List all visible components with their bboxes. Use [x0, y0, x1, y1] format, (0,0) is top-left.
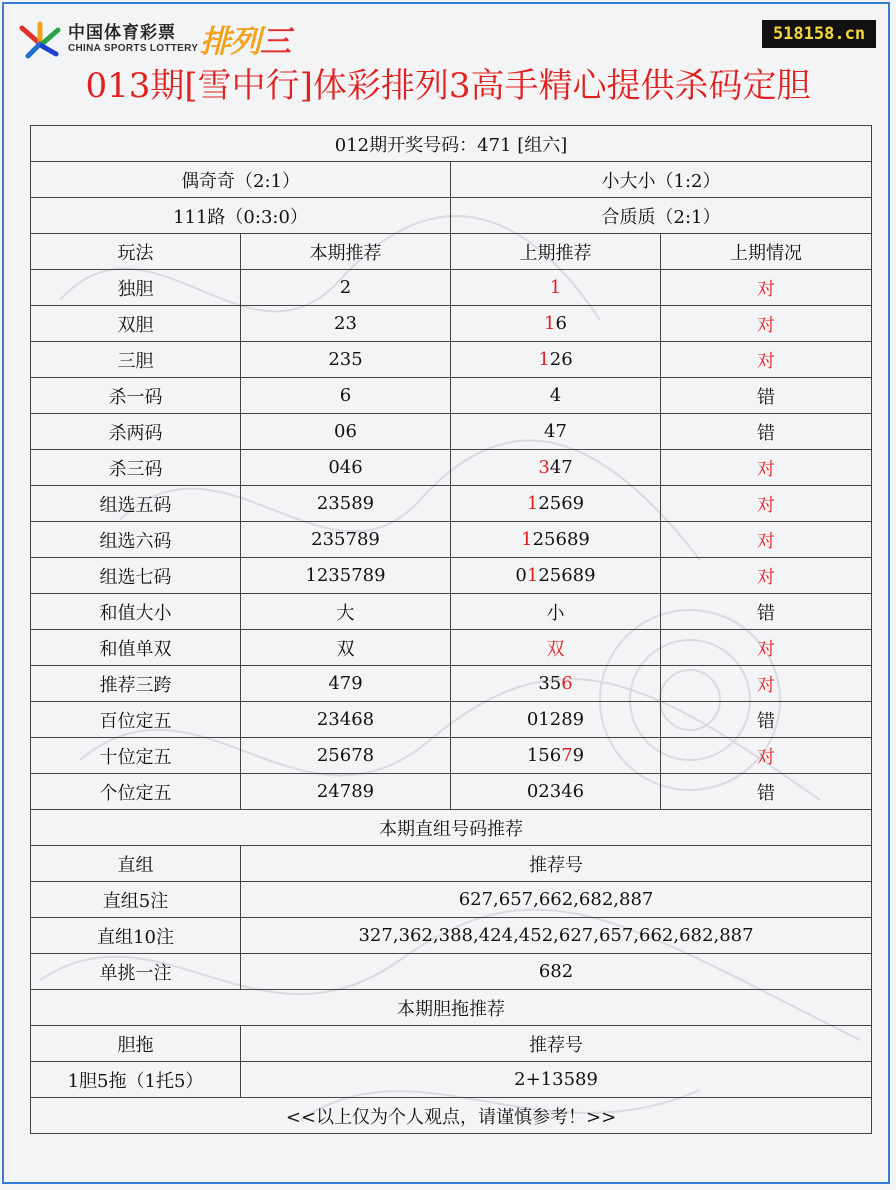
play-name-cell: 百位定五 — [31, 702, 241, 738]
previous-pick-cell — [451, 306, 661, 342]
previous-pick-cell — [451, 270, 661, 306]
play-name-cell: 杀两码 — [31, 414, 241, 450]
current-pick-cell: 23 — [241, 306, 451, 342]
play-row — [31, 306, 872, 342]
direct-col-b: 推荐号 — [241, 846, 872, 882]
play-name-cell: 组选七码 — [31, 558, 241, 594]
play-row — [31, 414, 872, 450]
dantuo-col-b: 推荐号 — [241, 1026, 872, 1062]
previous-pick-cell — [451, 450, 661, 486]
miss-digit: 01289 — [526, 709, 585, 730]
current-pick-cell: 2 — [241, 270, 451, 306]
play-row — [31, 450, 872, 486]
logo-game-part-b: 三 — [260, 24, 290, 60]
miss-digit: 26 — [549, 349, 573, 370]
previous-pick-cell — [451, 486, 661, 522]
previous-pick-cell — [451, 594, 661, 630]
page-header — [0, 0, 896, 110]
current-pick-cell: 大 — [241, 594, 451, 630]
direct-value-cell: 682 — [241, 954, 872, 990]
miss-digit: 47 — [544, 421, 567, 442]
direct-row — [31, 918, 872, 954]
dantuo-col-a: 胆拖 — [31, 1026, 241, 1062]
current-pick-cell: 06 — [241, 414, 451, 450]
play-name-cell: 和值大小 — [31, 594, 241, 630]
dantuo-value-cell: 2+13589 — [241, 1062, 872, 1098]
result-status-cell: 错 — [661, 594, 872, 630]
play-row — [31, 270, 872, 306]
sports-lottery-logo-icon — [18, 20, 62, 60]
play-name-cell: 组选五码 — [31, 486, 241, 522]
previous-pick-cell — [451, 342, 661, 378]
miss-digit: 25689 — [538, 565, 596, 586]
direct-title-row — [31, 810, 872, 846]
hit-digit: 3 — [538, 457, 550, 478]
direct-name-cell: 直组10注 — [31, 918, 241, 954]
direct-name-cell: 单挑一注 — [31, 954, 241, 990]
play-row — [31, 594, 872, 630]
current-pick-cell: 6 — [241, 378, 451, 414]
result-status-cell: 错 — [661, 774, 872, 810]
miss-digit: 0 — [515, 565, 527, 586]
logo-en-text: CHINA SPORTS LOTTERY — [68, 43, 199, 54]
play-row — [31, 558, 872, 594]
miss-digit: 02346 — [526, 781, 585, 802]
logo-game-part-a: 排列 — [200, 24, 260, 60]
current-pick-cell: 23589 — [241, 486, 451, 522]
page-title: 013期[雪中行]体彩排列3高手精心提供杀码定胆 — [85, 66, 811, 106]
current-pick-cell: 25678 — [241, 738, 451, 774]
current-pick-cell: 1235789 — [241, 558, 451, 594]
play-row — [31, 630, 872, 666]
direct-row — [31, 954, 872, 990]
dantuo-row — [31, 1062, 872, 1098]
result-status-cell: 对 — [661, 270, 872, 306]
size-cell: 小大小（1:2） — [451, 162, 872, 198]
direct-value-cell: 627,657,662,682,887 — [241, 882, 872, 918]
play-name-cell: 个位定五 — [31, 774, 241, 810]
route-row — [31, 198, 872, 234]
miss-digit: 25689 — [532, 529, 590, 550]
prediction-table — [30, 125, 872, 1134]
play-name-cell: 和值单双 — [31, 630, 241, 666]
miss-digit: 47 — [549, 457, 573, 478]
play-row — [31, 486, 872, 522]
current-pick-cell: 479 — [241, 666, 451, 702]
miss-digit: 9 — [572, 745, 585, 766]
pattern-row — [31, 162, 872, 198]
prime-cell: 合质质（2:1） — [451, 198, 872, 234]
hit-digit: 双 — [546, 638, 565, 660]
odd-even-cell: 偶奇奇（2:1） — [31, 162, 451, 198]
play-row — [31, 738, 872, 774]
lottery-logo — [18, 18, 328, 62]
result-status-cell: 对 — [661, 738, 872, 774]
previous-pick-cell — [451, 558, 661, 594]
play-row — [31, 378, 872, 414]
column-header: 上期情况 — [661, 234, 872, 270]
previous-pick-cell — [451, 738, 661, 774]
result-status-cell: 对 — [661, 666, 872, 702]
column-header-row — [31, 234, 872, 270]
miss-digit: 4 — [549, 385, 562, 406]
direct-header-row — [31, 846, 872, 882]
previous-pick-cell — [451, 702, 661, 738]
play-name-cell: 三胆 — [31, 342, 241, 378]
previous-pick-cell — [451, 630, 661, 666]
result-status-cell: 对 — [661, 630, 872, 666]
result-status-cell: 对 — [661, 486, 872, 522]
result-status-cell: 对 — [661, 342, 872, 378]
hit-digit: 6 — [561, 673, 573, 694]
dantuo-header-row — [31, 1026, 872, 1062]
previous-pick-cell — [451, 522, 661, 558]
play-name-cell: 十位定五 — [31, 738, 241, 774]
play-name-cell: 组选六码 — [31, 522, 241, 558]
play-row — [31, 522, 872, 558]
hit-digit: 1 — [526, 493, 539, 514]
route-cell: 111路（0:3:0） — [31, 198, 451, 234]
hit-digit: 7 — [561, 745, 573, 766]
play-name-cell: 双胆 — [31, 306, 241, 342]
play-row — [31, 774, 872, 810]
direct-row — [31, 882, 872, 918]
current-pick-cell: 235 — [241, 342, 451, 378]
result-status-cell: 对 — [661, 522, 872, 558]
hit-digit: 1 — [538, 349, 550, 370]
result-status-cell: 错 — [661, 702, 872, 738]
logo-cn-text: 中国体育彩票 — [68, 23, 176, 43]
play-row — [31, 342, 872, 378]
miss-digit: 2569 — [538, 493, 585, 514]
result-status-cell: 对 — [661, 306, 872, 342]
column-header: 上期推荐 — [451, 234, 661, 270]
current-pick-cell: 24789 — [241, 774, 451, 810]
hit-digit: 1 — [544, 313, 556, 334]
previous-pick-cell — [451, 774, 661, 810]
current-pick-cell: 046 — [241, 450, 451, 486]
direct-col-a: 直组 — [31, 846, 241, 882]
previous-pick-cell — [451, 414, 661, 450]
current-pick-cell: 双 — [241, 630, 451, 666]
hit-digit: 1 — [549, 277, 562, 298]
miss-digit: 35 — [538, 673, 562, 694]
result-status-cell: 对 — [661, 558, 872, 594]
direct-value-cell: 327,362,388,424,452,627,657,662,682,887 — [241, 918, 872, 954]
direct-name-cell: 直组5注 — [31, 882, 241, 918]
column-header: 玩法 — [31, 234, 241, 270]
result-status-cell: 错 — [661, 378, 872, 414]
draw-result-cell: 012期开奖号码：471 [组六] — [31, 126, 872, 162]
footer-row — [31, 1098, 872, 1134]
play-row — [31, 702, 872, 738]
result-status-cell: 对 — [661, 450, 872, 486]
current-pick-cell: 235789 — [241, 522, 451, 558]
miss-digit: 156 — [526, 745, 562, 766]
dantuo-name-cell: 1胆5拖（1托5） — [31, 1062, 241, 1098]
previous-pick-cell — [451, 666, 661, 702]
play-row — [31, 666, 872, 702]
column-header: 本期推荐 — [241, 234, 451, 270]
logo-game-text — [200, 16, 290, 61]
miss-digit: 小 — [546, 602, 565, 624]
hit-digit: 1 — [526, 565, 539, 586]
play-name-cell: 独胆 — [31, 270, 241, 306]
miss-digit: 6 — [555, 313, 567, 334]
disclaimer-cell: <<以上仅为个人观点，请谨慎参考！>> — [31, 1098, 872, 1134]
previous-pick-cell — [451, 378, 661, 414]
draw-result-row — [31, 126, 872, 162]
dantuo-title-row — [31, 990, 872, 1026]
hit-digit: 1 — [521, 529, 533, 550]
result-status-cell: 错 — [661, 414, 872, 450]
play-name-cell: 杀三码 — [31, 450, 241, 486]
current-pick-cell: 23468 — [241, 702, 451, 738]
play-name-cell: 推荐三跨 — [31, 666, 241, 702]
direct-title-cell: 本期直组号码推荐 — [31, 810, 872, 846]
dantuo-title-cell: 本期胆拖推荐 — [31, 990, 872, 1026]
site-badge: 518158.cn — [762, 20, 876, 48]
play-name-cell: 杀一码 — [31, 378, 241, 414]
